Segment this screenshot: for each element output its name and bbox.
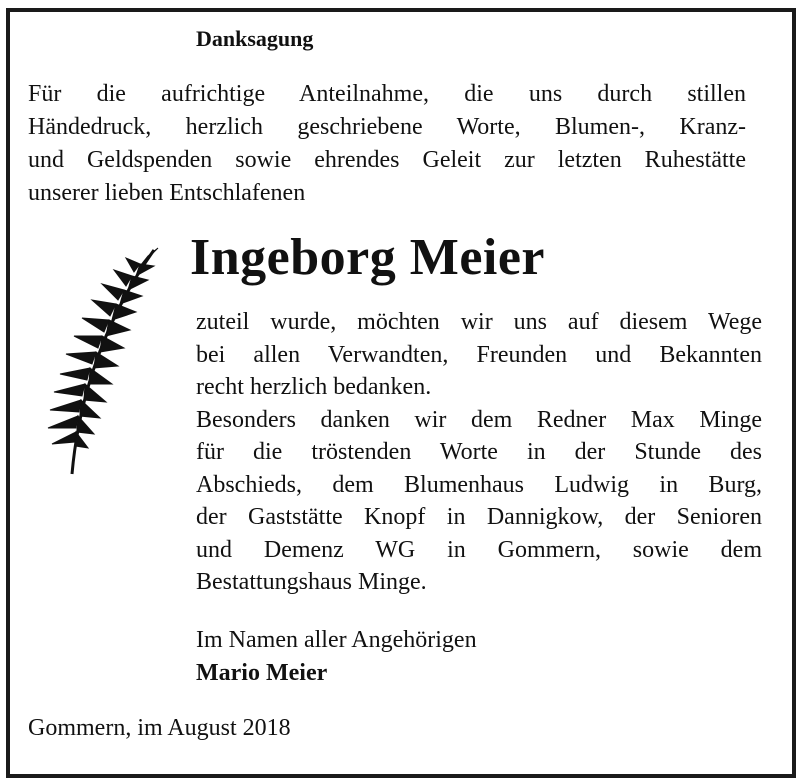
intro-line: unserer lieben Entschlafenen <box>28 180 306 206</box>
intro-paragraph <box>28 78 746 210</box>
body-line: Besonders danken wir dem Redner Max Minge <box>196 406 762 433</box>
closing-phrase: Im Namen aller Angehörigen <box>196 627 477 653</box>
body-line: Abschieds, dem Blumenhaus Ludwig in Burg, <box>196 471 762 498</box>
body-line: für die tröstenden Worte in der Stunde des <box>196 439 762 465</box>
intro-line: und Geldspenden sowie ehrendes Geleit zur letzten Ruhestätte <box>28 147 746 173</box>
body-line: und Demenz WG in Gommern, sowie dem <box>196 536 762 563</box>
body-paragraph <box>196 306 762 599</box>
place-date: Gommern, im August 2018 <box>28 715 291 741</box>
deceased-name: Ingeborg Meier <box>190 229 546 286</box>
intro-line: Händedruck, herzlich geschriebene Worte, Blumen-, Kranz- <box>28 114 746 140</box>
closing-block <box>196 624 477 690</box>
palm-frond-icon <box>30 236 160 476</box>
notice-heading: Danksagung <box>196 26 314 51</box>
intro-line: Für die aufrichtige Anteilnahme, die uns durch stillen <box>28 81 746 107</box>
body-line: zuteil wurde, möchten wir uns auf diesem Wege <box>196 309 762 335</box>
signer-name: Mario Meier <box>196 660 328 686</box>
body-line: bei allen Verwandten, Freunden und Bekannten <box>196 341 762 368</box>
body-line: Bestattungshaus Minge. <box>196 569 427 595</box>
body-line: recht herzlich bedanken. <box>196 374 432 400</box>
body-line: der Gaststätte Knopf in Dannigkow, der Senioren <box>196 504 762 530</box>
